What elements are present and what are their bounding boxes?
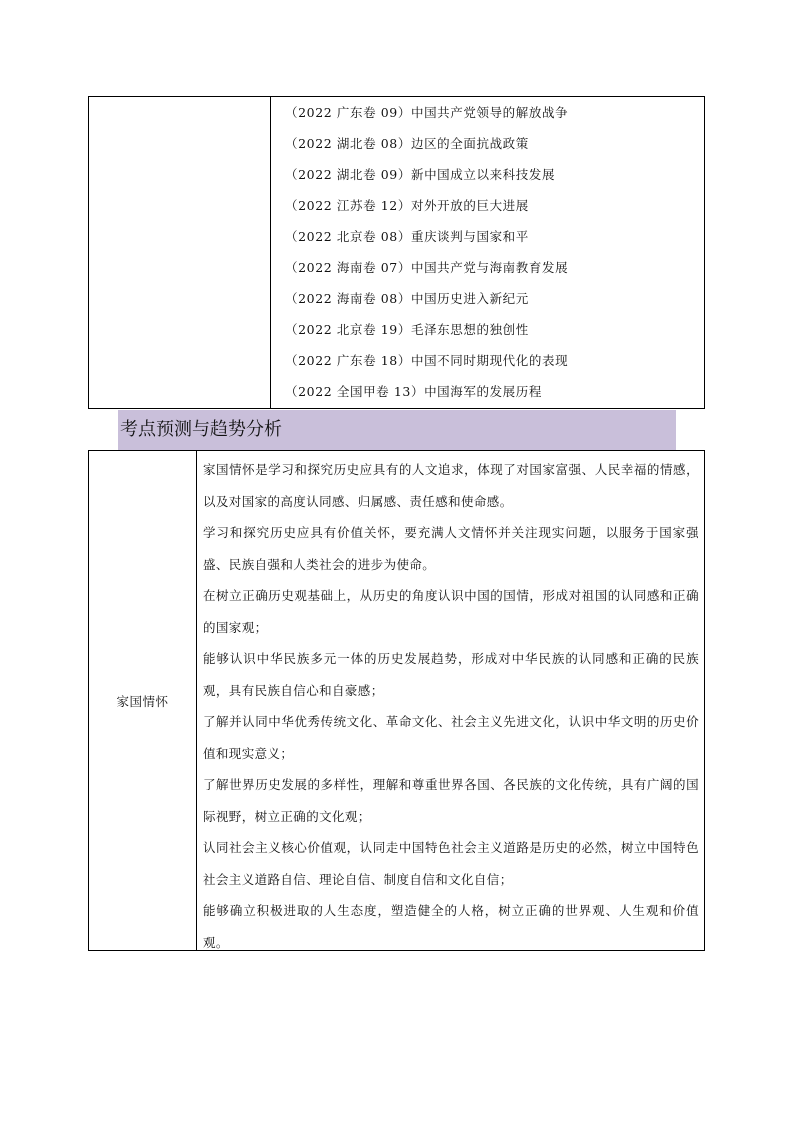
exam-question-item: （2022 北京卷 08）重庆谈判与国家和平 xyxy=(285,229,529,244)
section-heading: 考点预测与趋势分析 xyxy=(118,410,676,450)
forecast-paragraph: 了解世界历史发展的多样性，理解和尊重世界各国、各民族的文化传统，具有广阔的国际视野，树立正确的文化观； xyxy=(203,777,699,824)
exam-question-item: （2022 海南卷 07）中国共产党与海南教育发展 xyxy=(285,260,569,275)
forecast-paragraph: 能够确立积极进取的人生态度，塑造健全的人格，树立正确的世界观、人生观和价值观。 xyxy=(203,903,699,950)
exam-question-item: （2022 湖北卷 08）边区的全面抗战政策 xyxy=(285,136,529,151)
exam-question-list xyxy=(285,97,695,407)
column-divider xyxy=(196,451,197,950)
exam-question-item: （2022 全国甲卷 13）中国海军的发展历程 xyxy=(285,384,542,399)
forecast-content xyxy=(203,454,699,958)
exam-question-table xyxy=(88,96,705,409)
exam-question-item: （2022 海南卷 08）中国历史进入新纪元 xyxy=(285,291,529,306)
forecast-paragraph: 学习和探究历史应具有价值关怀，要充满人文情怀并关注现实问题，以服务于国家强盛、民族自强和人类社会的进步为使命。 xyxy=(203,525,699,572)
exam-question-item: （2022 江苏卷 12）对外开放的巨大进展 xyxy=(285,198,529,213)
exam-question-item: （2022 湖北卷 09）新中国成立以来科技发展 xyxy=(285,167,556,182)
forecast-table xyxy=(88,450,705,951)
forecast-paragraph: 认同社会主义核心价值观，认同走中国特色社会主义道路是历史的必然，树立中国特色社会主义道路自信、理论自信、制度自信和文化自信； xyxy=(203,840,699,887)
exam-question-item: （2022 广东卷 09）中国共产党领导的解放战争 xyxy=(285,105,569,120)
forecast-paragraph: 能够认识中华民族多元一体的历史发展趋势，形成对中华民族的认同感和正确的民族观，具有民族自信心和自豪感； xyxy=(203,651,699,698)
exam-question-item: （2022 北京卷 19）毛泽东思想的独创性 xyxy=(285,322,529,337)
column-divider xyxy=(270,97,271,408)
exam-question-item: （2022 广东卷 18）中国不同时期现代化的表现 xyxy=(285,353,569,368)
forecast-paragraph: 家国情怀是学习和探究历史应具有的人文追求，体现了对国家富强、人民幸福的情感，以及对国家的高度认同感、归属感、责任感和使命感。 xyxy=(203,462,699,509)
forecast-paragraph: 了解并认同中华优秀传统文化、革命文化、社会主义先进文化，认识中华文明的历史价值和现实意义； xyxy=(203,714,699,761)
forecast-paragraph: 在树立正确历史观基础上，从历史的角度认识中国的国情，形成对祖国的认同感和正确的国家观； xyxy=(203,588,699,635)
row-label: 家国情怀 xyxy=(116,693,169,709)
